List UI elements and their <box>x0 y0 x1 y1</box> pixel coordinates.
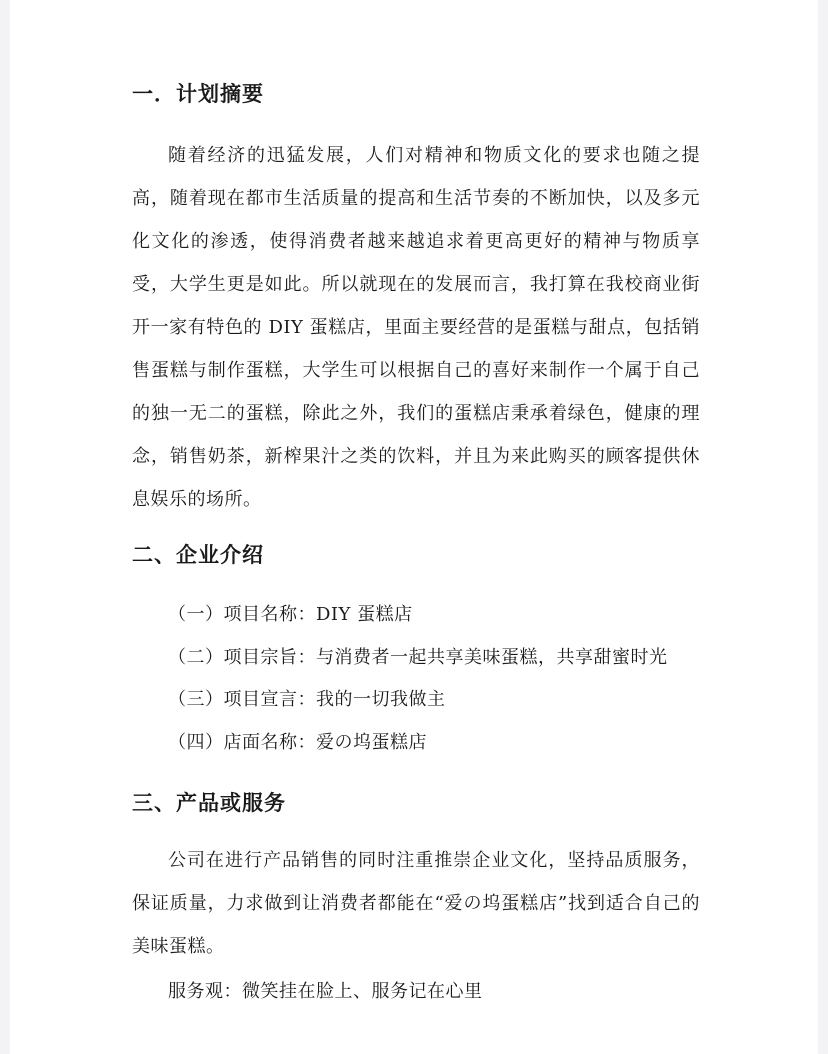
company-intro-item-project-name: （一）项目名称：DIY 蛋糕店 <box>168 604 413 625</box>
section-heading-company-intro: 二、企业介绍 <box>132 543 264 567</box>
section-heading-plan-summary: 一．计划摘要 <box>132 82 264 106</box>
document-page <box>10 0 818 1054</box>
company-intro-item-store-name: （四）店面名称：爱の坞蛋糕店 <box>168 732 427 753</box>
products-services-paragraph: 公司在进行产品销售的同时注重推崇企业文化，坚持品质服务，保证质量，力求做到让消费者都能在“爱の坞蛋糕店”找到适合自己的美味蛋糕。 <box>132 850 700 957</box>
section-heading-products-services: 三、产品或服务 <box>132 791 286 815</box>
company-intro-item-project-purpose: （二）项目宗旨：与消费者一起共享美味蛋糕，共享甜蜜时光 <box>168 647 668 668</box>
plan-summary-paragraph: 随着经济的迅猛发展，人们对精神和物质文化的要求也随之提高，随着现在都市生活质量的提高和生活节奏的不断加快，以及多元化文化的渗透，使得消费者越来越追求着更高更好的精神与物质享受，大学生更是如此。所以就现在的发展而言，我打算在我校商业街开一家有特色的 DIY 蛋糕店，里面主要经营的是蛋糕与甜点，包括销售蛋糕与制作蛋糕，大学生可以根据自己的喜好来制作一个属于自己的独一无二的蛋糕，除此之外，我们的蛋糕店秉承着绿色，健康的理念，销售奶茶，新榨果汁之类的饮料，并且为来此购买的顾客提供休息娱乐的场所。 <box>132 145 700 510</box>
service-philosophy-line: 服务观：微笑挂在脸上、服务记在心里 <box>168 981 483 1002</box>
company-intro-item-project-slogan: （三）项目宣言：我的一切我做主 <box>168 689 446 710</box>
